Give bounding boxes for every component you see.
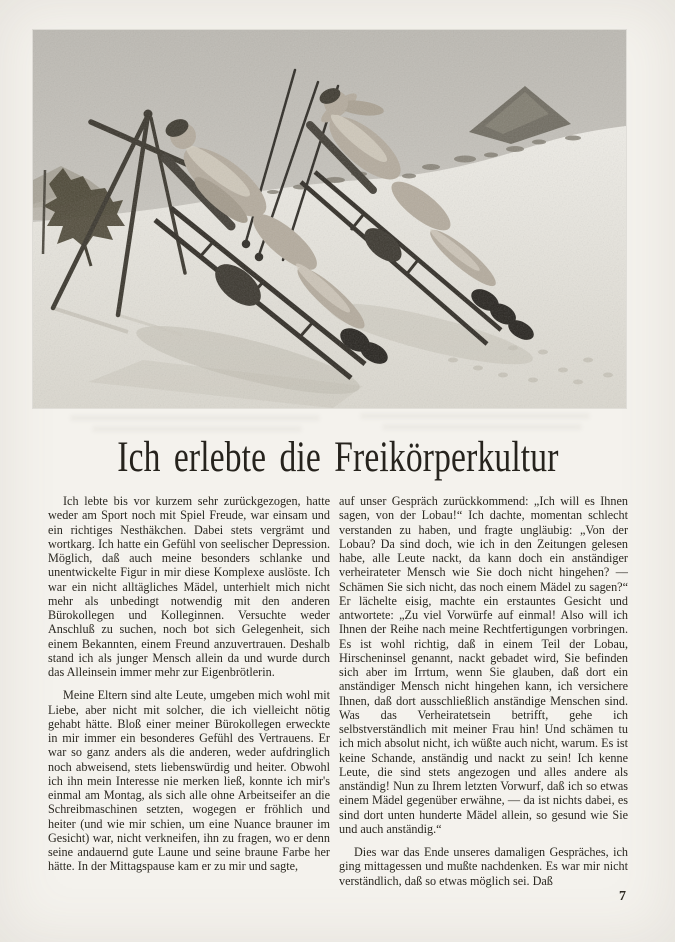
article-body (48, 494, 628, 897)
showthrough-artifact (92, 426, 302, 432)
left-column (48, 494, 330, 897)
showthrough-artifact (70, 415, 320, 421)
paragraph: Ich lebte bis vor kurzem sehr zurückgezogen, hatte weder am Sport noch mit Spiel Freude, war einsam und ein richtiges Nesthäkchen. Dabei stets vergrämt und wortkarg. Ich hatte ein Gefühl von seelischer Depression. Möglich, daß auch meine besonders schlanke und unentwickelte Figur in mir diese Komplexe auslöste. Ich war ein nicht alltägliches Mädel, unterhielt mich nicht mehr als unbedingt notwendig mit den anderen Bürokollegen und Kolleginnen. Versuchte weder Anschluß zu suchen, noch bot sich Gelegenheit, sich einem Bekannten, einem Freund anzuvertrauen. Deshalb stand ich als junger Mensch allein da und wurde durch das Alleinsein immer mehr zur Eigenbrötlerin. (48, 494, 330, 679)
film-grain-overlay (33, 30, 626, 408)
article-title-text: Ich erlebte die Freikörperkultur (116, 434, 559, 481)
photo-illustration (33, 30, 626, 408)
article-photo (33, 30, 626, 408)
right-column (339, 494, 628, 897)
paragraph: auf unser Gespräch zurückkommend: „Ich will es Ihnen sagen, von der Lobau!“ Ich dachte, momentan schlecht verstanden zu haben, und fragte ungläubig: „Von der Lobau? Da sind doch, wie ich in den Zeitungen gelesen habe, alle Leute nackt, da kann doch ein anständiger verheirateter Mensch wie Sie doch nicht hingehen? — Schämen Sie sich nicht, das noch einem Mädel zu sagen?“ Er lächelte eisig, machte ein erstauntes Gesicht und antwortete: „Zu viel Vorwürfe auf einmal! Also will ich Ihnen der Reihe nach meine Rechtfertigungen vorbringen. Es ist wohl richtig, daß in einem Teil der Lobau, Hirscheninsel genannt, nackt gebadet wird, Sie befinden sich aber im Irrtum, wenn Sie glauben, daß dort ein anständiger Mensch nicht hingehen kann, ich versichere Ihnen, daß dort ausschließlich anständige Menschen sind. Was das Verheiratetsein betrifft, gehe ich selbstverständlich mit meiner Frau hin! Und schämen tu ich mich absolut nicht, ich wüßte auch nicht, warum. Es ist keine Schande, anständig und nackt zu sein! Ich kenne Leute, die sind stets angezogen und alles andere als anständig! Nun zu Ihrem letzten Vorwurf, daß ich so etwas einem Mädel gegenüber erwähne, — da ist nichts dabei, es sind dort unten hunderte Mädel allein, so gesund wie Sie und auch anständig.“ (339, 494, 628, 836)
showthrough-artifact (382, 424, 582, 430)
paragraph: Dies war das Ende unseres damaligen Gespräches, ich ging mittagessen und mußte nachdenken. Es war mir nicht verständlich, daß so etwas möglich sei. Daß (339, 845, 628, 888)
page-number: 7 (619, 889, 626, 904)
article-title (0, 436, 675, 479)
paragraph: Meine Eltern sind alte Leute, umgeben mich wohl mit Liebe, aber nicht mit solcher, die ich vielleicht nötig gehabt hätte. Bloß einer meiner Bürokollegen erweckte in mir immer ein besonderes Gefühl des Vertrauens. Er war so ganz anders als die anderen, weder aufdringlich noch abweisend, stets liebenswürdig und heiter. Obwohl ich ihn mein Interesse nie merken ließ, konnte ich mir's einmal am Montag, als sich alle ohne Arbeitseifer an die Schreibmaschinen setzten, wogegen er fröhlich und heiter (und wie mir schien, um eine Nuance brauner im Gesicht) war, nicht verkneifen, ihn zu fragen, wo er denn seine andauernd gute Laune und seine braune Farbe her hätte. In der Mittagspause kam er zu mir und sagte, (48, 688, 330, 874)
showthrough-artifact (360, 413, 590, 419)
